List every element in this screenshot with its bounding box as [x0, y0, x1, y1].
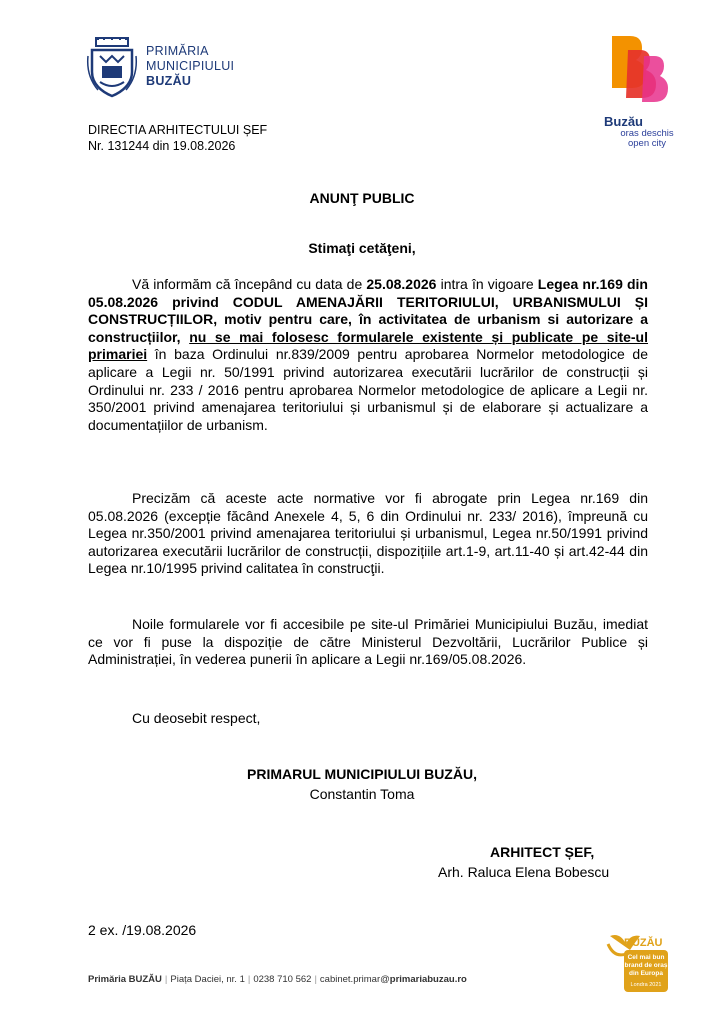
body-paragraph-2: Precizăm că aceste acte normative vor fi abrogate prin Legea nr.169 din 05.08.2026 (excepție făcând Anexele 4, 5, 6 din Ordinului nr. 233/ 2016), împreună cu Legea nr.350/2001 privind amenajarea teritoriului și urbanismul, Legea nr.50/1991 privind autorizarea executării lucrărilor de construcții, dispozițiile art.1-9, art.11-40 și art.42-44 din Legea nr.10/1995 privind calitatea în construcţii.: [88, 490, 648, 577]
greeting: Stimaţi cetăţeni,: [308, 240, 416, 256]
footer-address: Piața Daciei, nr. 1: [170, 974, 245, 985]
badge-name: BUZĂU: [624, 937, 663, 949]
p1-text-3: în baza Ordinului nr.839/2009 pentru aprobarea Normelor metodologice de aplicare a Legii nr. 50/1991 privind autorizarea executării lucrărilor de construcții și Ordinului nr. 233 / 2016 pentru aprobarea Normelor metodologice de aplicare a Legii nr. 350/2001 privind amenajarea teritoriului și urbanismul și de elaborare și actualizare a documentațiilor de urbanism.: [88, 346, 648, 433]
footer-phone: 0238 710 562: [253, 974, 312, 985]
architect-title: ARHITECT ȘEF,: [490, 844, 595, 860]
badge-line-2: brand de oraș: [624, 962, 668, 969]
closing-formula: Cu deosebit respect,: [132, 710, 261, 726]
best-city-brand-badge: [604, 930, 670, 996]
open-city-name: Buzău: [604, 114, 643, 129]
p1-text-2: intra în vigoare: [436, 276, 538, 292]
logo-line-1: PRIMĂRIA: [146, 44, 209, 58]
footer-email-user: cabinet.primar@: [319, 974, 390, 985]
mayor-title: PRIMARUL MUNICIPIULUI BUZĂU,: [247, 766, 477, 782]
department-name: DIRECTIA ARHITECTULUI ȘEF: [88, 123, 268, 137]
badge-line-4: Londra 2021: [630, 982, 662, 988]
open-city-tagline: [612, 129, 682, 149]
document-reference: [88, 122, 267, 154]
body-paragraph-1: [88, 276, 648, 434]
document-title: ANUNŢ PUBLIC: [309, 190, 415, 206]
footer-email-domain: primariabuzau.ro: [389, 974, 467, 985]
registration-number: Nr. 131244 din 19.08.2026: [88, 139, 236, 153]
badge-line-1: Cel mai bun: [627, 954, 665, 961]
city-hall-logo-text: [146, 44, 234, 89]
logo-line-2: MUNICIPIULUI: [146, 59, 235, 73]
city-crest-logo: [86, 36, 138, 98]
buzau-open-city-logo: [604, 28, 672, 118]
logo-line-3: BUZĂU: [146, 74, 192, 88]
architect-name: Arh. Raluca Elena Bobescu: [438, 864, 610, 880]
tagline-ro: oras deschis: [620, 128, 674, 139]
badge-line-3: din Europa: [629, 970, 663, 977]
p1-forms-notice: nu se mai folosesc formularele existente și publicate pe site-ul primariei: [88, 328, 649, 363]
footer-org: Primăria BUZĂU: [88, 974, 162, 985]
mayor-name: Constantin Toma: [309, 786, 415, 802]
body-paragraph-3: Noile formularele vor fi accesibile pe site-ul Primăriei Municipiului Buzău, imediat ce vor fi puse la dispoziție de către Ministerul Dezvoltării, Lucrărilor Publice și Administrației, în vederea punerii în aplicare a Legii nr.169/05.08.2026.: [88, 616, 648, 668]
tagline-en: open city: [627, 138, 667, 149]
p1-text-1: Vă informăm că începând cu data de: [132, 276, 367, 292]
footer-contact: Primăria BUZĂU | Piața Daciei, nr. 1 | 0238 710 562 | cabinet.primar@primariabuzau.ro: [88, 974, 467, 985]
p1-effective-date: 25.08.2026: [366, 276, 437, 292]
p1-law-reference: Legea nr.169 din 05.08.2026 privind CODUL AMENAJĂRII TERITORIULUI, URBANISMULUI ȘI CONSTRUCȚIILOR, motiv pentru care, în activitatea de urbanism si autorizare a construcțiilor,: [88, 276, 648, 345]
copies-note: 2 ex. /19.08.2026: [88, 922, 197, 938]
